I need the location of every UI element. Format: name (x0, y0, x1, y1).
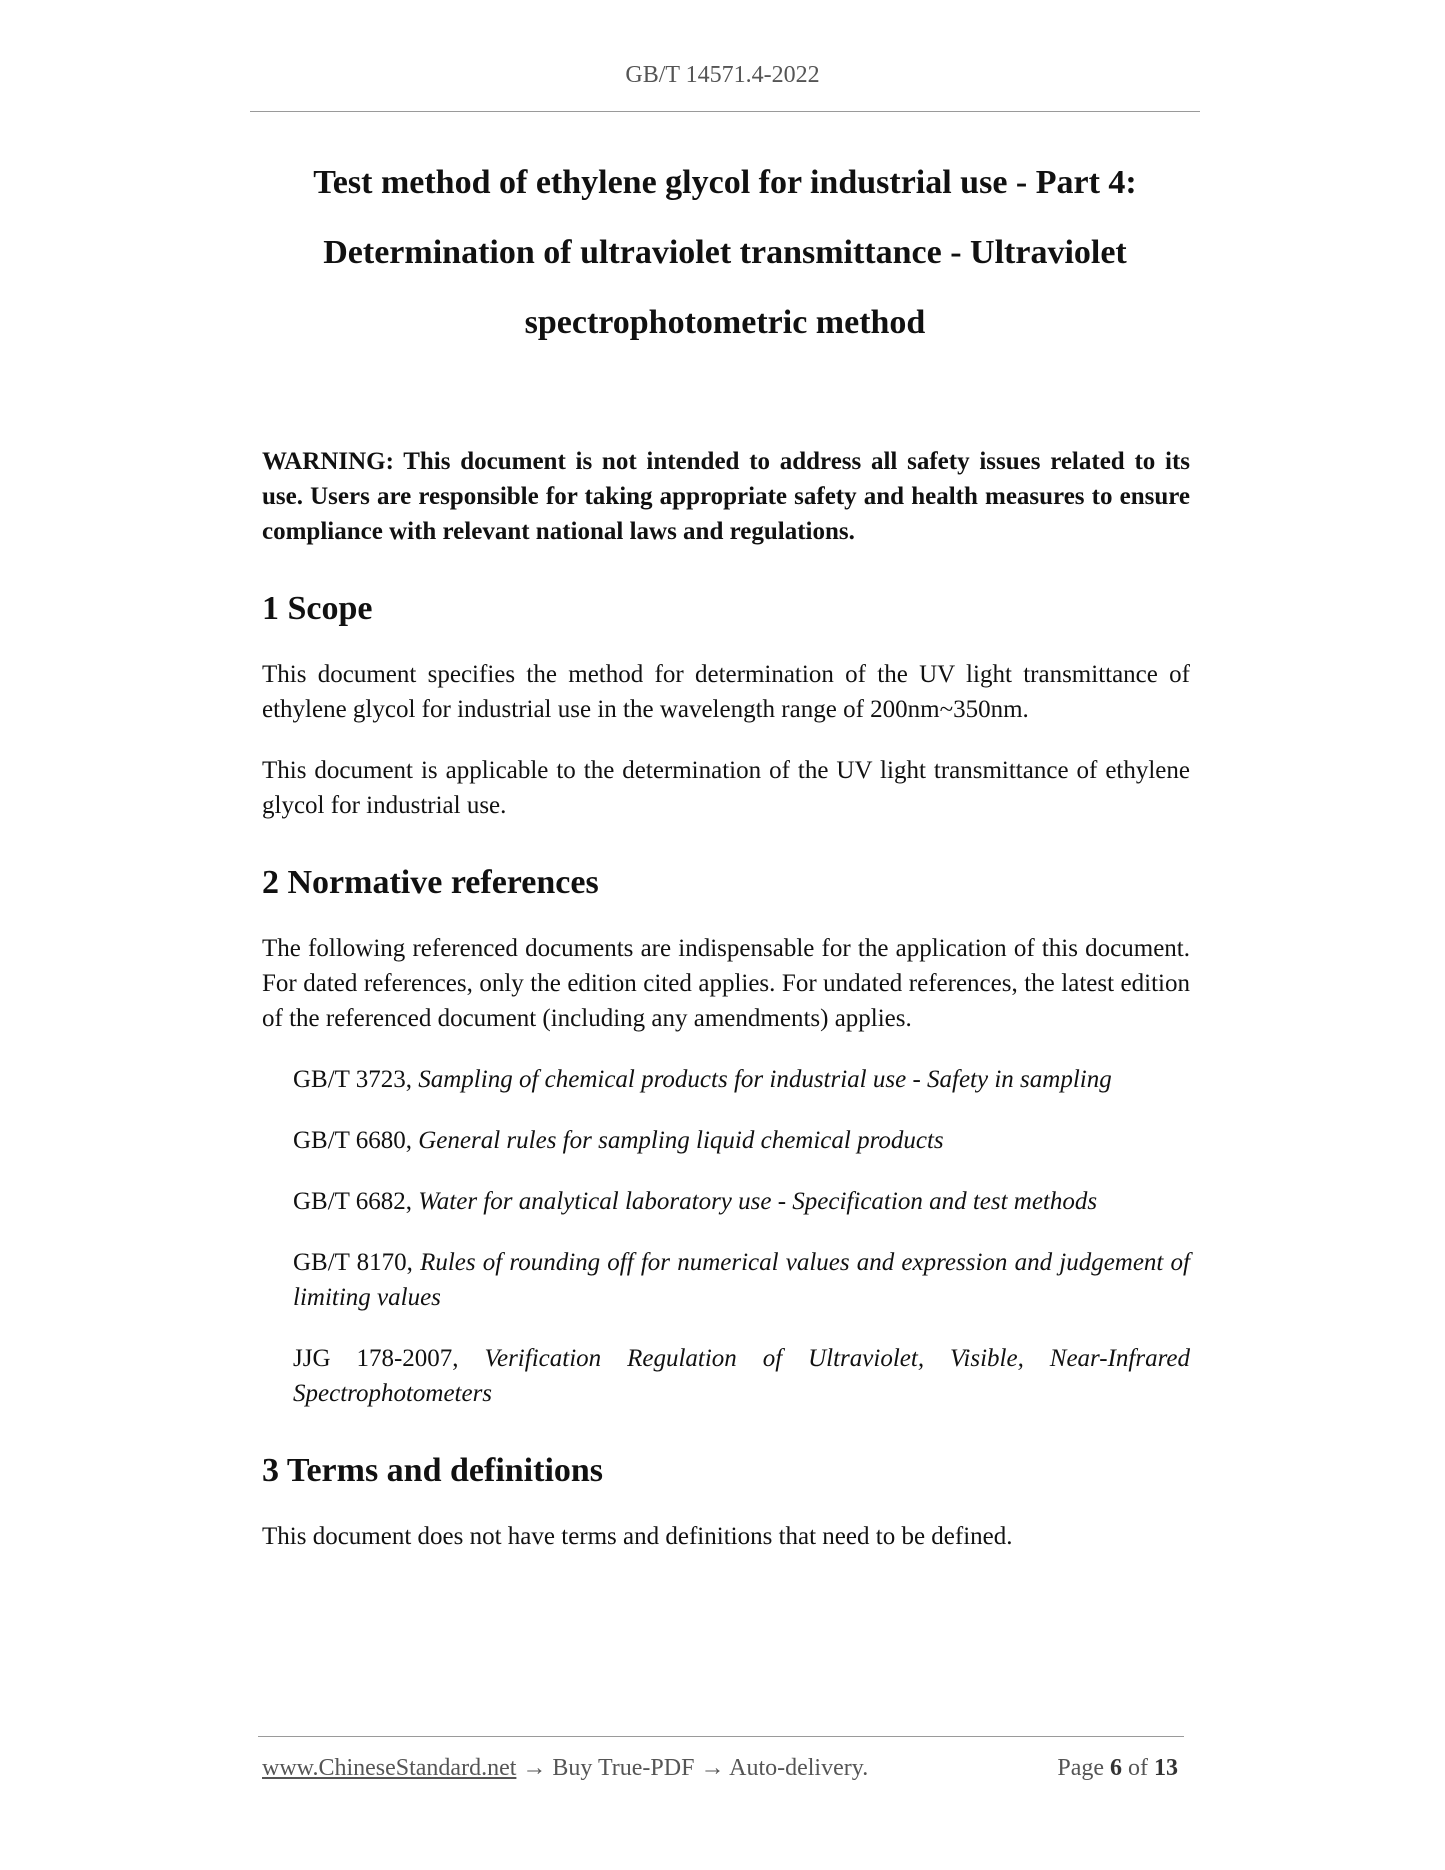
footer-promo-text: → Buy True-PDF → Auto-delivery. (516, 1755, 869, 1781)
reference-item (293, 1341, 1190, 1411)
reference-title: Verification Regulation of Ultraviolet, Visible, Near-Infrared Spectrophotometers (293, 1345, 1190, 1407)
reference-item (293, 1123, 1190, 1158)
page-header: GB/T 14571.4-2022 (625, 62, 820, 88)
site-link[interactable]: www.ChineseStandard.net (262, 1755, 517, 1781)
reference-item (293, 1245, 1190, 1315)
footer-promo (262, 1755, 868, 1782)
page-footer (262, 1755, 1178, 1782)
reference-item (293, 1184, 1190, 1219)
reference-code: GB/T 8170, (293, 1249, 421, 1276)
page-current: 6 (1110, 1755, 1122, 1781)
reference-code: GB/T 6680, (293, 1127, 419, 1154)
reference-code: GB/T 6682, (293, 1188, 419, 1215)
terms-paragraph: This document does not have terms and definitions that need to be defined. (262, 1523, 1013, 1550)
page-of-label: of (1128, 1755, 1148, 1781)
reference-code: JJG 178-2007, (293, 1345, 485, 1372)
scope-paragraph-1: This document specifies the method for determination of the UV light transmittance of ethylene glycol for industrial use in the wavelength range of 200nm~350nm. (262, 661, 1190, 723)
footer-divider (258, 1736, 1184, 1737)
reference-title: Sampling of chemical products for industrial use - Safety in sampling (418, 1066, 1112, 1093)
section-heading-terms-and-definitions: 3 Terms and definitions (262, 1452, 604, 1489)
page-number (1057, 1755, 1178, 1782)
reference-title: Water for analytical laboratory use - Specification and test methods (418, 1188, 1098, 1215)
document-title (250, 148, 1200, 358)
document-body (262, 444, 1190, 1554)
title-line-3: spectrophotometric method (524, 304, 926, 341)
reference-code: GB/T 3723, (293, 1066, 419, 1093)
section-heading-scope: 1 Scope (262, 590, 373, 627)
title-line-2: Determination of ultraviolet transmittance - Ultraviolet (323, 234, 1127, 271)
page-total: 13 (1154, 1755, 1178, 1781)
scope-paragraph-2: This document is applicable to the determination of the UV light transmittance of ethylene glycol for industrial use. (262, 757, 1190, 819)
warning-notice: WARNING: This document is not intended to address all safety issues related to its use. Users are responsible for taking appropriate safety and health measures to ensure compliance with relevant national laws and regulations. (262, 448, 1190, 545)
header-divider (250, 111, 1200, 112)
section-heading-normative-references: 2 Normative references (262, 864, 599, 901)
normative-intro-paragraph: The following referenced documents are indispensable for the application of this document. For dated references, only the edition cited applies. For undated references, the latest edition of the referenced document (including any amendments) applies. (262, 935, 1190, 1032)
reference-title: Rules of rounding off for numerical values and expression and judgement of limiting values (293, 1249, 1190, 1311)
title-line-1: Test method of ethylene glycol for industrial use - Part 4: (313, 164, 1137, 201)
page-label: Page (1057, 1755, 1104, 1781)
reference-title: General rules for sampling liquid chemical products (418, 1127, 944, 1154)
reference-item (293, 1062, 1190, 1097)
